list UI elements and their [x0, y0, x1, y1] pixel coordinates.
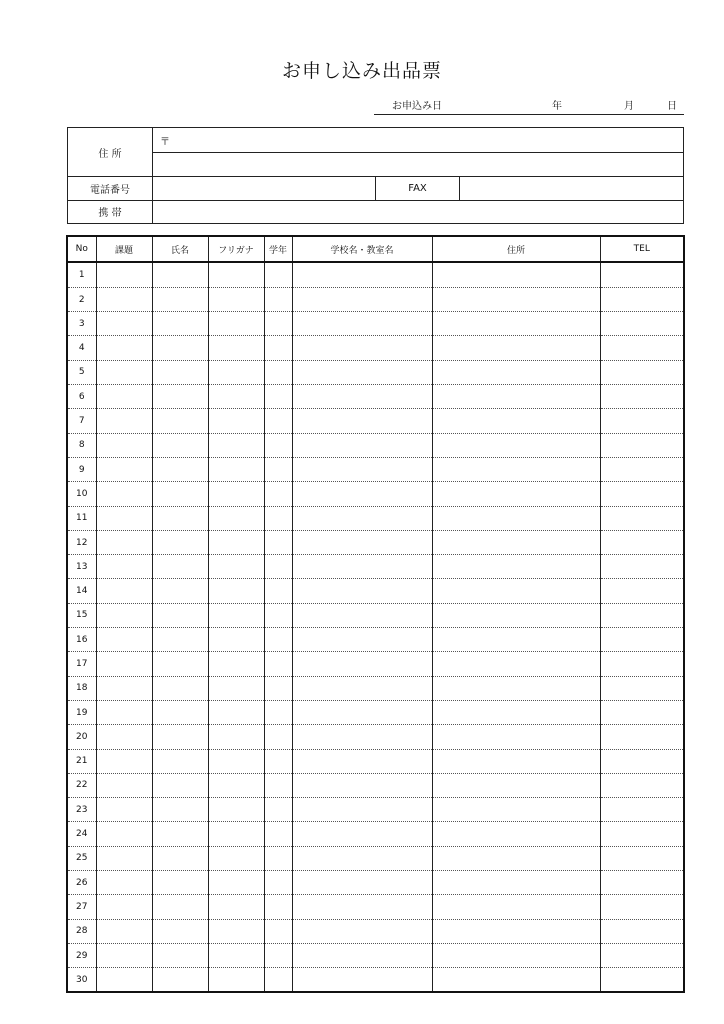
cell-grade[interactable]	[264, 895, 292, 919]
cell-subject[interactable]	[96, 700, 152, 724]
cell-subject[interactable]	[96, 919, 152, 943]
table-row	[68, 773, 683, 797]
cell-school[interactable]	[292, 262, 432, 287]
cell-school[interactable]	[292, 603, 432, 627]
cell-grade[interactable]	[264, 773, 292, 797]
cell-furigana[interactable]	[208, 360, 264, 384]
cell-grade[interactable]	[264, 871, 292, 895]
table-row	[68, 749, 683, 773]
cell-furigana[interactable]	[208, 433, 264, 457]
cell-tel[interactable]	[600, 312, 683, 336]
cell-school[interactable]	[292, 846, 432, 870]
cell-subject[interactable]	[96, 409, 152, 433]
form-title: お申し込み出品票	[281, 60, 442, 82]
table-row	[68, 846, 683, 870]
cell-name[interactable]	[152, 652, 208, 676]
table-row	[68, 943, 683, 967]
cell-school[interactable]	[292, 433, 432, 457]
row-number: 6	[68, 385, 96, 409]
row-number: 10	[68, 482, 96, 506]
cell-tel[interactable]	[600, 287, 683, 311]
cell-address[interactable]	[432, 433, 600, 457]
cell-furigana[interactable]	[208, 530, 264, 554]
row-number: 12	[68, 530, 96, 554]
row-number: 15	[68, 603, 96, 627]
cell-subject[interactable]	[96, 312, 152, 336]
cell-address[interactable]	[432, 968, 600, 991]
cell-furigana[interactable]	[208, 385, 264, 409]
cell-address[interactable]	[432, 798, 600, 822]
header-address: 住所	[432, 237, 600, 262]
cell-subject[interactable]	[96, 749, 152, 773]
cell-subject[interactable]	[96, 773, 152, 797]
cell-furigana[interactable]	[208, 846, 264, 870]
cell-address[interactable]	[432, 822, 600, 846]
cell-name[interactable]	[152, 579, 208, 603]
cell-grade[interactable]	[264, 846, 292, 870]
cell-subject[interactable]	[96, 457, 152, 481]
cell-address[interactable]	[432, 725, 600, 749]
table-row	[68, 360, 683, 384]
row-number: 3	[68, 312, 96, 336]
cell-tel[interactable]	[600, 433, 683, 457]
cell-grade[interactable]	[264, 822, 292, 846]
cell-grade[interactable]	[264, 555, 292, 579]
cell-name[interactable]	[152, 822, 208, 846]
cell-address[interactable]	[432, 457, 600, 481]
cell-subject[interactable]	[96, 530, 152, 554]
cell-name[interactable]	[152, 846, 208, 870]
cell-tel[interactable]	[600, 482, 683, 506]
cell-tel[interactable]	[600, 457, 683, 481]
cell-grade[interactable]	[264, 919, 292, 943]
table-row	[68, 336, 683, 360]
cell-name[interactable]	[152, 725, 208, 749]
cell-address[interactable]	[432, 262, 600, 287]
cell-school[interactable]	[292, 700, 432, 724]
cell-tel[interactable]	[600, 822, 683, 846]
cell-school[interactable]	[292, 968, 432, 991]
cell-address[interactable]	[432, 943, 600, 967]
cell-grade[interactable]	[264, 312, 292, 336]
cell-furigana[interactable]	[208, 652, 264, 676]
cell-furigana[interactable]	[208, 555, 264, 579]
cell-address[interactable]	[432, 287, 600, 311]
row-number: 29	[68, 943, 96, 967]
cell-furigana[interactable]	[208, 773, 264, 797]
cell-furigana[interactable]	[208, 725, 264, 749]
cell-tel[interactable]	[600, 968, 683, 991]
cell-tel[interactable]	[600, 360, 683, 384]
cell-grade[interactable]	[264, 652, 292, 676]
cell-subject[interactable]	[96, 846, 152, 870]
cell-tel[interactable]	[600, 603, 683, 627]
cell-subject[interactable]	[96, 262, 152, 287]
cell-subject[interactable]	[96, 676, 152, 700]
cell-subject[interactable]	[96, 968, 152, 991]
cell-furigana[interactable]	[208, 579, 264, 603]
table-header-row	[68, 237, 683, 262]
cell-school[interactable]	[292, 773, 432, 797]
cell-address[interactable]	[432, 506, 600, 530]
cell-grade[interactable]	[264, 798, 292, 822]
cell-name[interactable]	[152, 385, 208, 409]
cell-address[interactable]	[432, 919, 600, 943]
header-grade: 学年	[264, 237, 292, 262]
row-number: 14	[68, 579, 96, 603]
cell-grade[interactable]	[264, 725, 292, 749]
header-subject: 課題	[96, 237, 152, 262]
cell-name[interactable]	[152, 773, 208, 797]
cell-tel[interactable]	[600, 336, 683, 360]
cell-tel[interactable]	[600, 919, 683, 943]
cell-school[interactable]	[292, 749, 432, 773]
cell-grade[interactable]	[264, 482, 292, 506]
cell-school[interactable]	[292, 919, 432, 943]
cell-name[interactable]	[152, 506, 208, 530]
cell-address[interactable]	[432, 312, 600, 336]
cell-subject[interactable]	[96, 943, 152, 967]
cell-school[interactable]	[292, 457, 432, 481]
cell-name[interactable]	[152, 530, 208, 554]
cell-tel[interactable]	[600, 749, 683, 773]
cell-school[interactable]	[292, 385, 432, 409]
cell-subject[interactable]	[96, 895, 152, 919]
fax-field[interactable]	[460, 176, 682, 200]
table-row	[68, 433, 683, 457]
mobile-field[interactable]	[153, 200, 682, 223]
row-number: 13	[68, 555, 96, 579]
cell-name[interactable]	[152, 628, 208, 652]
cell-grade[interactable]	[264, 360, 292, 384]
cell-tel[interactable]	[600, 895, 683, 919]
cell-name[interactable]	[152, 336, 208, 360]
row-number: 4	[68, 336, 96, 360]
cell-furigana[interactable]	[208, 822, 264, 846]
applicant-contact-block	[67, 127, 684, 224]
cell-name[interactable]	[152, 895, 208, 919]
cell-name[interactable]	[152, 700, 208, 724]
address-field[interactable]	[160, 152, 680, 176]
cell-grade[interactable]	[264, 506, 292, 530]
cell-subject[interactable]	[96, 336, 152, 360]
cell-address[interactable]	[432, 652, 600, 676]
cell-furigana[interactable]	[208, 457, 264, 481]
cell-name[interactable]	[152, 555, 208, 579]
cell-subject[interactable]	[96, 628, 152, 652]
table-row	[68, 530, 683, 554]
cell-school[interactable]	[292, 725, 432, 749]
header-name: 氏名	[152, 237, 208, 262]
row-number: 5	[68, 360, 96, 384]
cell-subject[interactable]	[96, 506, 152, 530]
cell-address[interactable]	[432, 360, 600, 384]
fax-label: FAX	[408, 182, 427, 194]
table-row	[68, 798, 683, 822]
postal-mark: 〒	[160, 137, 170, 148]
cell-address[interactable]	[432, 749, 600, 773]
cell-furigana[interactable]	[208, 700, 264, 724]
cell-name[interactable]	[152, 312, 208, 336]
cell-tel[interactable]	[600, 846, 683, 870]
cell-tel[interactable]	[600, 652, 683, 676]
cell-grade[interactable]	[264, 336, 292, 360]
table-row	[68, 603, 683, 627]
cell-name[interactable]	[152, 943, 208, 967]
row-number: 11	[68, 506, 96, 530]
cell-furigana[interactable]	[208, 336, 264, 360]
cell-furigana[interactable]	[208, 506, 264, 530]
cell-furigana[interactable]	[208, 871, 264, 895]
cell-address[interactable]	[432, 409, 600, 433]
cell-name[interactable]	[152, 871, 208, 895]
date-year-label: 年	[552, 101, 562, 112]
cell-school[interactable]	[292, 312, 432, 336]
row-number: 30	[76, 974, 88, 985]
cell-name[interactable]	[152, 968, 208, 991]
cell-subject[interactable]	[96, 652, 152, 676]
cell-tel[interactable]	[600, 409, 683, 433]
table-row	[68, 385, 683, 409]
cell-grade[interactable]	[264, 579, 292, 603]
address-label: 住 所	[98, 148, 122, 160]
cell-school[interactable]	[292, 798, 432, 822]
cell-grade[interactable]	[264, 676, 292, 700]
row-number: 16	[68, 628, 96, 652]
table-row	[68, 579, 683, 603]
cell-school[interactable]	[292, 287, 432, 311]
cell-grade[interactable]	[264, 457, 292, 481]
date-day-label: 日	[667, 101, 677, 112]
row-number: 18	[68, 676, 96, 700]
cell-grade[interactable]	[264, 530, 292, 554]
cell-school[interactable]	[292, 676, 432, 700]
table-row	[68, 676, 683, 700]
cell-grade[interactable]	[264, 749, 292, 773]
cell-school[interactable]	[292, 409, 432, 433]
cell-tel[interactable]	[600, 506, 683, 530]
row-number: 22	[68, 773, 96, 797]
cell-furigana[interactable]	[208, 287, 264, 311]
cell-subject[interactable]	[96, 287, 152, 311]
header-school: 学校名・教室名	[292, 237, 432, 262]
cell-furigana[interactable]	[208, 749, 264, 773]
table-row	[68, 919, 683, 943]
cell-furigana[interactable]	[208, 676, 264, 700]
row-number: 20	[68, 725, 96, 749]
cell-school[interactable]	[292, 506, 432, 530]
cell-name[interactable]	[152, 749, 208, 773]
cell-grade[interactable]	[264, 628, 292, 652]
entry-table	[66, 235, 685, 993]
cell-school[interactable]	[292, 628, 432, 652]
cell-subject[interactable]	[96, 433, 152, 457]
cell-furigana[interactable]	[208, 943, 264, 967]
cell-address[interactable]	[432, 579, 600, 603]
cell-name[interactable]	[152, 603, 208, 627]
row-number: 2	[68, 287, 96, 311]
cell-grade[interactable]	[264, 603, 292, 627]
cell-furigana[interactable]	[208, 968, 264, 991]
cell-address[interactable]	[432, 555, 600, 579]
row-number: 8	[68, 433, 96, 457]
application-date-label: お申込み日	[392, 101, 442, 112]
cell-subject[interactable]	[96, 603, 152, 627]
cell-tel[interactable]	[600, 385, 683, 409]
cell-grade[interactable]	[264, 385, 292, 409]
table-row	[68, 968, 683, 991]
table-row	[68, 457, 683, 481]
date-month-label: 月	[624, 101, 634, 112]
header-tel: TEL	[600, 237, 683, 262]
cell-furigana[interactable]	[208, 312, 264, 336]
cell-furigana[interactable]	[208, 919, 264, 943]
cell-name[interactable]	[152, 457, 208, 481]
cell-address[interactable]	[432, 871, 600, 895]
row-number: 9	[68, 457, 96, 481]
cell-furigana[interactable]	[208, 895, 264, 919]
cell-tel[interactable]	[600, 871, 683, 895]
cell-tel[interactable]	[600, 262, 683, 287]
table-row	[68, 482, 683, 506]
row-number: 25	[68, 846, 96, 870]
cell-name[interactable]	[152, 262, 208, 287]
cell-grade[interactable]	[264, 943, 292, 967]
mobile-label: 携 帯	[98, 208, 122, 219]
cell-subject[interactable]	[96, 798, 152, 822]
header-furigana: フリガナ	[208, 237, 264, 262]
header-no: No	[68, 237, 96, 262]
cell-name[interactable]	[152, 433, 208, 457]
cell-subject[interactable]	[96, 822, 152, 846]
table-row	[68, 628, 683, 652]
cell-furigana[interactable]	[208, 628, 264, 652]
cell-furigana[interactable]	[208, 603, 264, 627]
cell-school[interactable]	[292, 555, 432, 579]
cell-address[interactable]	[432, 336, 600, 360]
table-row	[68, 725, 683, 749]
cell-address[interactable]	[432, 628, 600, 652]
cell-tel[interactable]	[600, 676, 683, 700]
cell-name[interactable]	[152, 409, 208, 433]
row-number: 7	[68, 409, 96, 433]
table-row	[68, 652, 683, 676]
cell-name[interactable]	[152, 287, 208, 311]
cell-grade[interactable]	[264, 262, 292, 287]
cell-address[interactable]	[432, 385, 600, 409]
cell-subject[interactable]	[96, 579, 152, 603]
cell-school[interactable]	[292, 943, 432, 967]
row-number: 23	[68, 798, 96, 822]
application-date-line	[374, 95, 684, 115]
cell-school[interactable]	[292, 895, 432, 919]
cell-tel[interactable]	[600, 530, 683, 554]
cell-grade[interactable]	[264, 968, 292, 991]
cell-tel[interactable]	[600, 700, 683, 724]
cell-tel[interactable]	[600, 628, 683, 652]
phone-label: 電話番号	[90, 184, 130, 196]
row-number: 17	[68, 652, 96, 676]
cell-subject[interactable]	[96, 385, 152, 409]
table-row	[68, 506, 683, 530]
cell-subject[interactable]	[96, 482, 152, 506]
cell-tel[interactable]	[600, 943, 683, 967]
cell-address[interactable]	[432, 846, 600, 870]
cell-address[interactable]	[432, 530, 600, 554]
cell-name[interactable]	[152, 919, 208, 943]
table-row	[68, 312, 683, 336]
cell-name[interactable]	[152, 482, 208, 506]
cell-address[interactable]	[432, 676, 600, 700]
row-number: 26	[68, 871, 96, 895]
cell-name[interactable]	[152, 360, 208, 384]
cell-subject[interactable]	[96, 555, 152, 579]
cell-school[interactable]	[292, 822, 432, 846]
cell-subject[interactable]	[96, 725, 152, 749]
table-row	[68, 555, 683, 579]
table-row	[68, 895, 683, 919]
cell-name[interactable]	[152, 798, 208, 822]
table-row	[68, 871, 683, 895]
table-row	[68, 287, 683, 311]
cell-address[interactable]	[432, 482, 600, 506]
cell-tel[interactable]	[600, 773, 683, 797]
cell-furigana[interactable]	[208, 409, 264, 433]
cell-address[interactable]	[432, 700, 600, 724]
cell-address[interactable]	[432, 773, 600, 797]
cell-grade[interactable]	[264, 433, 292, 457]
cell-tel[interactable]	[600, 725, 683, 749]
cell-tel[interactable]	[600, 798, 683, 822]
table-row	[68, 262, 683, 287]
cell-school[interactable]	[292, 360, 432, 384]
cell-grade[interactable]	[264, 409, 292, 433]
cell-address[interactable]	[432, 603, 600, 627]
table-row	[68, 409, 683, 433]
row-number: 1	[68, 262, 96, 287]
table-row	[68, 822, 683, 846]
cell-furigana[interactable]	[208, 482, 264, 506]
row-number: 28	[68, 919, 96, 943]
cell-address[interactable]	[432, 895, 600, 919]
cell-school[interactable]	[292, 652, 432, 676]
row-number: 27	[68, 895, 96, 919]
cell-school[interactable]	[292, 530, 432, 554]
cell-furigana[interactable]	[208, 798, 264, 822]
cell-school[interactable]	[292, 336, 432, 360]
row-number: 19	[68, 700, 96, 724]
row-number: 21	[68, 749, 96, 773]
row-number: 24	[68, 822, 96, 846]
table-row	[68, 700, 683, 724]
cell-school[interactable]	[292, 482, 432, 506]
cell-grade[interactable]	[264, 287, 292, 311]
cell-subject[interactable]	[96, 871, 152, 895]
cell-subject[interactable]	[96, 360, 152, 384]
cell-tel[interactable]	[600, 579, 683, 603]
cell-furigana[interactable]	[208, 262, 264, 287]
cell-school[interactable]	[292, 579, 432, 603]
cell-grade[interactable]	[264, 700, 292, 724]
cell-tel[interactable]	[600, 555, 683, 579]
phone-field[interactable]	[153, 176, 375, 200]
cell-name[interactable]	[152, 676, 208, 700]
cell-school[interactable]	[292, 871, 432, 895]
